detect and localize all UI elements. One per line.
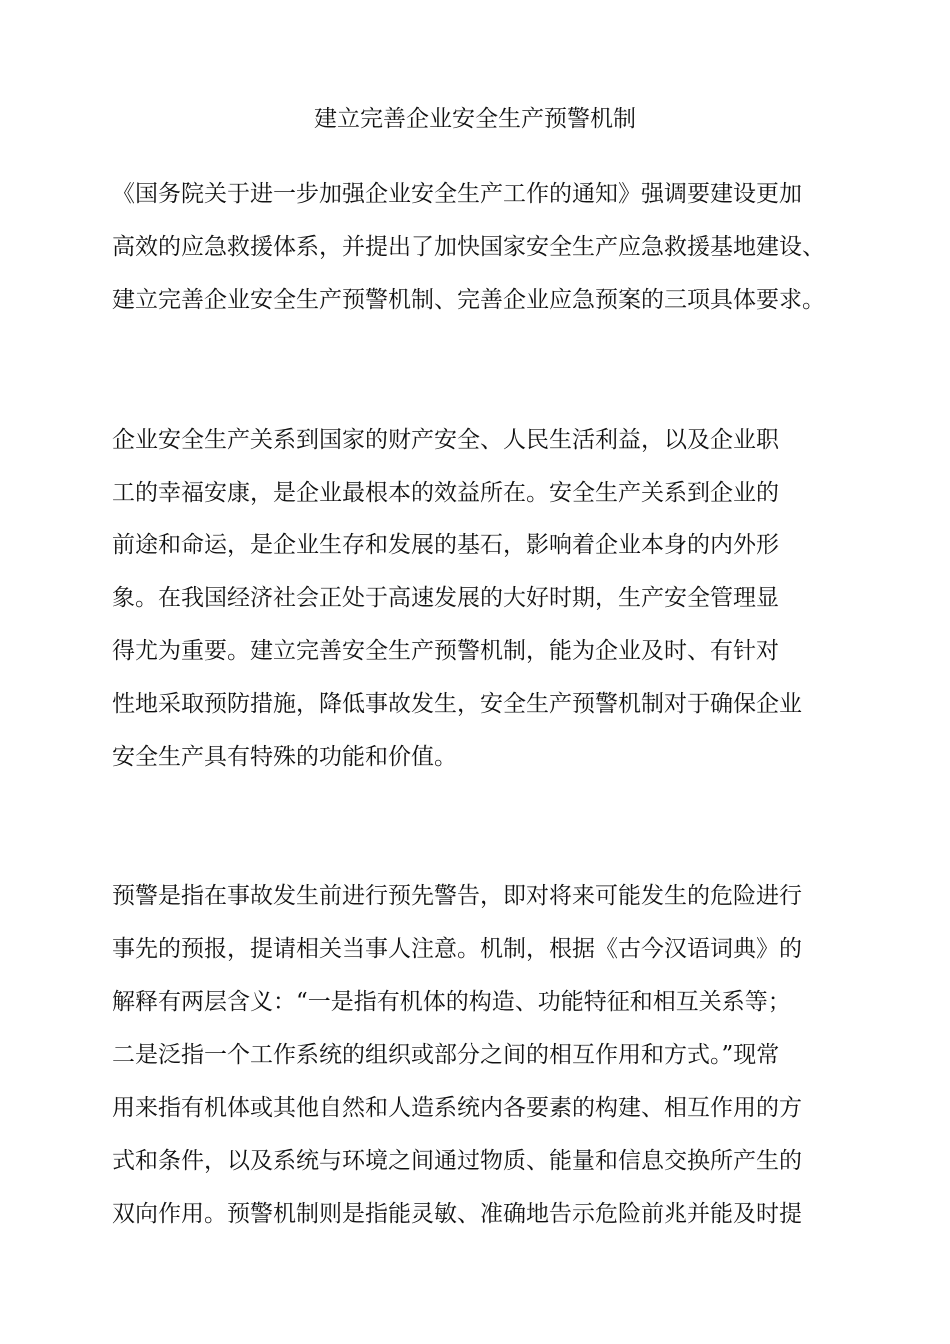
document-title: 建立完善企业安全生产预警机制 bbox=[314, 106, 636, 132]
paragraph-3-line-4: 二是泛指一个工作系统的组织或部分之间的相互作用和方式。”现常 bbox=[112, 1042, 780, 1068]
paragraph-3-line-3: 解释有两层含义：“一是指有机体的构造、功能特征和相互关系等； bbox=[112, 989, 791, 1015]
paragraph-2-line-2: 工的幸福安康，是企业最根本的效益所在。安全生产关系到企业的 bbox=[112, 480, 779, 506]
paragraph-3-line-5: 用来指有机体或其他自然和人造系统内各要素的构建、相互作用的方 bbox=[112, 1095, 802, 1121]
paragraph-2-line-7: 安全生产具有特殊的功能和价值。 bbox=[112, 744, 457, 770]
paragraph-2-line-1: 企业安全生产关系到国家的财产安全、人民生活利益，以及企业职 bbox=[112, 427, 779, 453]
paragraph-1-line-1: 《国务院关于进一步加强企业安全生产工作的通知》强调要建设更加 bbox=[112, 181, 802, 207]
paragraph-1-line-2: 高效的应急救援体系，并提出了加快国家安全生产应急救援基地建设、 bbox=[112, 234, 825, 260]
paragraph-3-line-1: 预警是指在事故发生前进行预先警告，即对将来可能发生的危险进行 bbox=[112, 883, 802, 909]
paragraph-2-line-5: 得尤为重要。建立完善安全生产预警机制，能为企业及时、有针对 bbox=[112, 638, 779, 664]
paragraph-2-line-6: 性地采取预防措施，降低事故发生，安全生产预警机制对于确保企业 bbox=[112, 691, 802, 717]
paragraph-2-line-4: 象。在我国经济社会正处于高速发展的大好时期，生产安全管理显 bbox=[112, 585, 779, 611]
paragraph-2-line-3: 前途和命运，是企业生存和发展的基石，影响着企业本身的内外形 bbox=[112, 532, 779, 558]
paragraph-3-line-6: 式和条件，以及系统与环境之间通过物质、能量和信息交换所产生的 bbox=[112, 1148, 802, 1174]
paragraph-3-line-2: 事先的预报，提请相关当事人注意。机制，根据《古今汉语词典》的 bbox=[112, 936, 802, 962]
paragraph-3-line-7: 双向作用。预警机制则是指能灵敏、准确地告示危险前兆并能及时提 bbox=[112, 1201, 802, 1227]
paragraph-1-line-3: 建立完善企业安全生产预警机制、完善企业应急预案的三项具体要求。 bbox=[112, 287, 825, 313]
